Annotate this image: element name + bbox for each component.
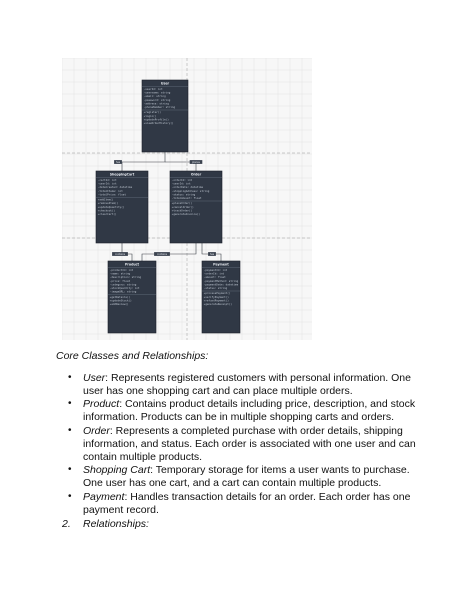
class-attribute: -password: string — [143, 98, 171, 102]
class-attribute: -amount: float — [203, 276, 226, 280]
heading-number: 2. — [62, 517, 71, 530]
relationship-label: has — [209, 252, 215, 256]
class-attribute: -status: string — [171, 193, 196, 197]
class-method: +updateStock() — [109, 299, 132, 303]
item-term: Shopping Cart — [83, 464, 151, 477]
class-title: Order — [190, 172, 202, 177]
class-method: +addReview() — [109, 303, 129, 306]
class-method: +trackOrder() — [171, 209, 193, 213]
item-term: Product — [83, 398, 120, 411]
class-attribute: -dateCreated: datetime — [97, 186, 133, 190]
heading-text: Relationships: — [83, 517, 149, 530]
class-method: +removeItem() — [97, 202, 119, 206]
bullet-icon: • — [68, 490, 72, 502]
class-method: +addItem() — [97, 198, 114, 202]
class-method: +login() — [143, 114, 157, 118]
class-method: +verifyPayment() — [203, 295, 229, 299]
item-term: Order — [83, 424, 110, 437]
item-text: : Contains product details including price, description, and stock information. Products can be in multiple shopping carts and orders. — [83, 398, 416, 424]
class-attribute: -username: string — [143, 91, 171, 95]
class-attribute: -address: string — [143, 102, 169, 106]
class-attribute: -cartId: int — [97, 179, 117, 182]
list-item-user — [68, 371, 426, 398]
class-description-list — [56, 372, 426, 517]
class-attribute: -orderDate: datetime — [171, 186, 204, 190]
uml-class-diagram — [62, 58, 312, 340]
class-method: +placeOrder() — [171, 202, 193, 206]
class-attribute: -status: string — [203, 287, 228, 290]
relationship-label: places — [192, 160, 200, 164]
item-text: : Handles transaction details for an order. Each order has one payment record. — [83, 490, 411, 516]
relationships-heading — [56, 518, 426, 531]
class-attribute: -userId: int — [97, 182, 117, 186]
document-body — [56, 350, 426, 530]
class-attribute: -email: string — [143, 95, 166, 99]
relationship-line — [142, 243, 196, 261]
class-title: Product — [124, 262, 140, 267]
class-method: +getDetails() — [109, 295, 131, 299]
class-attribute: -productId: int — [109, 269, 134, 272]
class-method: +refundPayment() — [203, 299, 229, 303]
list-item-payment — [68, 490, 426, 517]
section-heading: Core Classes and Relationships: — [56, 350, 209, 362]
class-attribute: -orderId: int — [203, 272, 225, 276]
class-method: +generateInvoice() — [171, 213, 200, 216]
class-method: +cancelOrder() — [171, 205, 194, 209]
class-method: +updateProfile() — [143, 118, 169, 122]
class-attribute: -orderId: int — [171, 179, 193, 182]
class-attribute: -totalItems: int — [97, 189, 123, 193]
class-method: +register() — [143, 111, 161, 115]
class-attribute: -paymentMethod: string — [203, 279, 239, 283]
class-attribute: -userId: int — [143, 88, 163, 91]
item-text: : Represents registered customers with personal information. One user has one shopping cart and can place multiple orders. — [83, 371, 411, 397]
item-text: : Temporary storage for items a user wants to purchase. One user has one cart, and a cart can contain multiple products. — [83, 464, 410, 490]
class-title: User — [160, 81, 170, 86]
class-method: +checkout() — [97, 209, 115, 213]
class-attribute: -name: string — [109, 272, 131, 276]
bullet-icon: • — [68, 424, 72, 436]
class-method: +updateQuantity() — [97, 205, 125, 209]
class-method: +generateReceipt() — [203, 303, 232, 306]
class-method: +clearCart() — [97, 213, 117, 216]
class-attribute: -description: string — [109, 276, 142, 280]
uml-class-diagram-canvas — [62, 58, 312, 340]
bullet-icon: • — [68, 371, 72, 383]
class-attribute: -totalAmount: float — [171, 197, 202, 200]
list-item-order — [68, 424, 426, 463]
class-attribute: -userId: int — [171, 182, 191, 186]
item-text: : Represents a completed purchase with order details, shipping information, and status. Each order is associated with one user and can contain multiple products. — [83, 424, 416, 463]
relationship-label: contains — [114, 252, 126, 256]
relationship-line — [122, 152, 165, 171]
class-attribute: -stockQuantity: int — [109, 287, 140, 290]
list-item-product — [68, 398, 426, 424]
bullet-icon: • — [68, 464, 72, 476]
class-attribute: -imageURL: string — [109, 290, 137, 294]
class-title: ShoppingCart — [109, 172, 135, 177]
class-attribute: -price: float — [109, 279, 131, 283]
class-method: +viewOrderHistory() — [143, 122, 174, 125]
class-title: Payment — [213, 262, 229, 267]
class-attribute: -paymentDate: datetime — [203, 283, 239, 287]
class-attribute: -totalPrice: float — [97, 193, 126, 197]
item-term: Payment — [83, 490, 125, 503]
class-attribute: -paymentId: int — [203, 269, 228, 272]
item-term: User — [83, 371, 106, 384]
bullet-icon: • — [68, 398, 72, 410]
relationship-label: has — [115, 160, 121, 164]
class-attribute: -category: string — [109, 283, 137, 287]
list-item-shopping-cart — [68, 464, 426, 490]
class-attribute: -shippingAddress: string — [171, 189, 210, 193]
relationship-label: contains — [156, 252, 168, 256]
class-method: +processPayment() — [203, 292, 231, 296]
class-attribute: -phoneNumber: string — [143, 106, 176, 109]
